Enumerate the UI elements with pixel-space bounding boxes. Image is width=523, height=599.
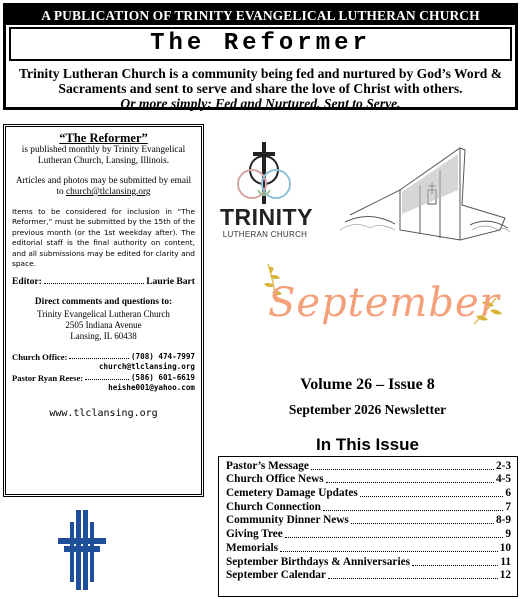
- dot-leader: [328, 578, 498, 579]
- editor-line: [12, 276, 195, 288]
- trinity-wordmark: TRINITY: [220, 204, 313, 230]
- pastor-phone: (586) 601-6619: [130, 372, 195, 382]
- dot-leader: [351, 523, 494, 524]
- dot-leader: [311, 469, 494, 470]
- submission-policy: Items to be considered for inclusion in “The Reformer,” must be submitted by the 15th of the previous month (or the 1st weekday after). The editorial staff is the final authority on content, and all submissions may be edited for clarity and space.: [12, 206, 195, 268]
- toc-item[interactable]: [226, 541, 511, 555]
- toc-item[interactable]: [226, 473, 511, 487]
- toc-item-label: Pastor’s Message: [226, 459, 309, 472]
- editor-name: Laurie Bart: [146, 275, 195, 287]
- website-link[interactable]: www.tlclansing.org: [49, 407, 158, 419]
- dot-leader: [323, 510, 503, 511]
- toc-item-label: Giving Tree: [226, 528, 283, 541]
- lcms-cross-logo-icon: [52, 506, 112, 594]
- toc-item-page: 8-9: [495, 514, 511, 527]
- dot-leader: [285, 537, 504, 538]
- contact-list: [12, 352, 195, 394]
- toc-item-label: Memorials: [226, 541, 279, 554]
- toc-item[interactable]: [226, 486, 511, 500]
- toc-list: [218, 456, 518, 597]
- church-building-illustration-icon: [340, 130, 510, 245]
- toc-item[interactable]: [226, 555, 511, 569]
- editor-label: Editor:: [12, 275, 42, 287]
- toc-item-label: Community Dinner News: [226, 514, 349, 527]
- publication-line: A PUBLICATION OF TRINITY EVANGELICAL LUTHERAN CHURCH: [6, 6, 515, 25]
- toc-item-label: Church Connection: [226, 500, 321, 513]
- dot-leader: [280, 551, 498, 552]
- trinity-subtitle: LUTHERAN CHURCH: [222, 230, 308, 239]
- pastor-label: Pastor Ryan Reese:: [12, 372, 84, 383]
- dot-leader: [44, 276, 144, 285]
- toc-item[interactable]: [226, 527, 511, 541]
- info-intro: is published monthly by Trinity Evangelical Lutheran Church, Lansing, Illinois.: [21, 144, 186, 166]
- pastor-email[interactable]: heishe001@yahoo.com: [108, 383, 195, 392]
- direct-heading: Direct comments and questions to:: [34, 297, 173, 307]
- dot-leader: [360, 496, 504, 497]
- toc-item-page: 12: [499, 569, 511, 582]
- publication-info-box: [3, 124, 204, 497]
- office-row: [12, 352, 195, 363]
- volume-issue: Volume 26 – Issue 8: [300, 376, 435, 393]
- toc-item-label: Church Office News: [226, 473, 324, 486]
- toc-item-page: 6: [505, 487, 511, 500]
- office-phone: (708) 474-7997: [130, 351, 195, 361]
- submission-note: [12, 176, 195, 199]
- toc-title: In This Issue: [316, 435, 419, 454]
- toc-item[interactable]: [226, 514, 511, 528]
- toc-item-label: Cemetery Damage Updates: [226, 487, 358, 500]
- toc-item-page: 9: [505, 528, 511, 541]
- masthead: [3, 3, 518, 110]
- toc-item-label: September Calendar: [226, 569, 326, 582]
- office-email[interactable]: church@tlclansing.org: [98, 362, 195, 371]
- dot-leader: [85, 373, 129, 381]
- motto: Or more simply: Fed and Nurtured, Sent to Serve.: [120, 96, 401, 111]
- newsletter-date: September 2026 Newsletter: [288, 402, 447, 417]
- toc-item-label: September Birthdays & Anniversaries: [226, 555, 410, 568]
- toc-item[interactable]: [226, 459, 511, 473]
- submission-email-link[interactable]: church@tlclansing.org: [66, 187, 151, 197]
- toc-item-page: 2-3: [495, 459, 511, 472]
- september-heading: September: [268, 280, 500, 326]
- address-line-2: 2505 Indiana Avenue: [65, 319, 142, 330]
- office-label: Church Office:: [12, 351, 68, 362]
- toc-item-page: 11: [500, 555, 511, 568]
- newsletter-title: The Reformer: [9, 27, 512, 61]
- dot-leader: [69, 352, 129, 360]
- toc-item-page: 7: [505, 500, 511, 513]
- dot-leader: [326, 482, 494, 483]
- toc-item[interactable]: [226, 569, 511, 583]
- address-line-3: Lansing, IL 60438: [70, 330, 137, 341]
- toc-item-page: 4-5: [495, 473, 511, 486]
- submission-text: Articles and photos may be submitted by email to: [15, 175, 192, 197]
- dot-leader: [412, 565, 498, 566]
- pastor-row: [12, 373, 195, 384]
- toc-item[interactable]: [226, 500, 511, 514]
- toc-item-page: 10: [499, 541, 511, 554]
- address-line-1: Trinity Evangelical Lutheran Church: [37, 308, 170, 319]
- mission-statement: Trinity Lutheran Church is a community being fed and nurtured by God’s Word & Sacraments and sent to serve and share the love of Christ with others.: [18, 66, 503, 96]
- info-title: “The Reformer”: [59, 131, 148, 145]
